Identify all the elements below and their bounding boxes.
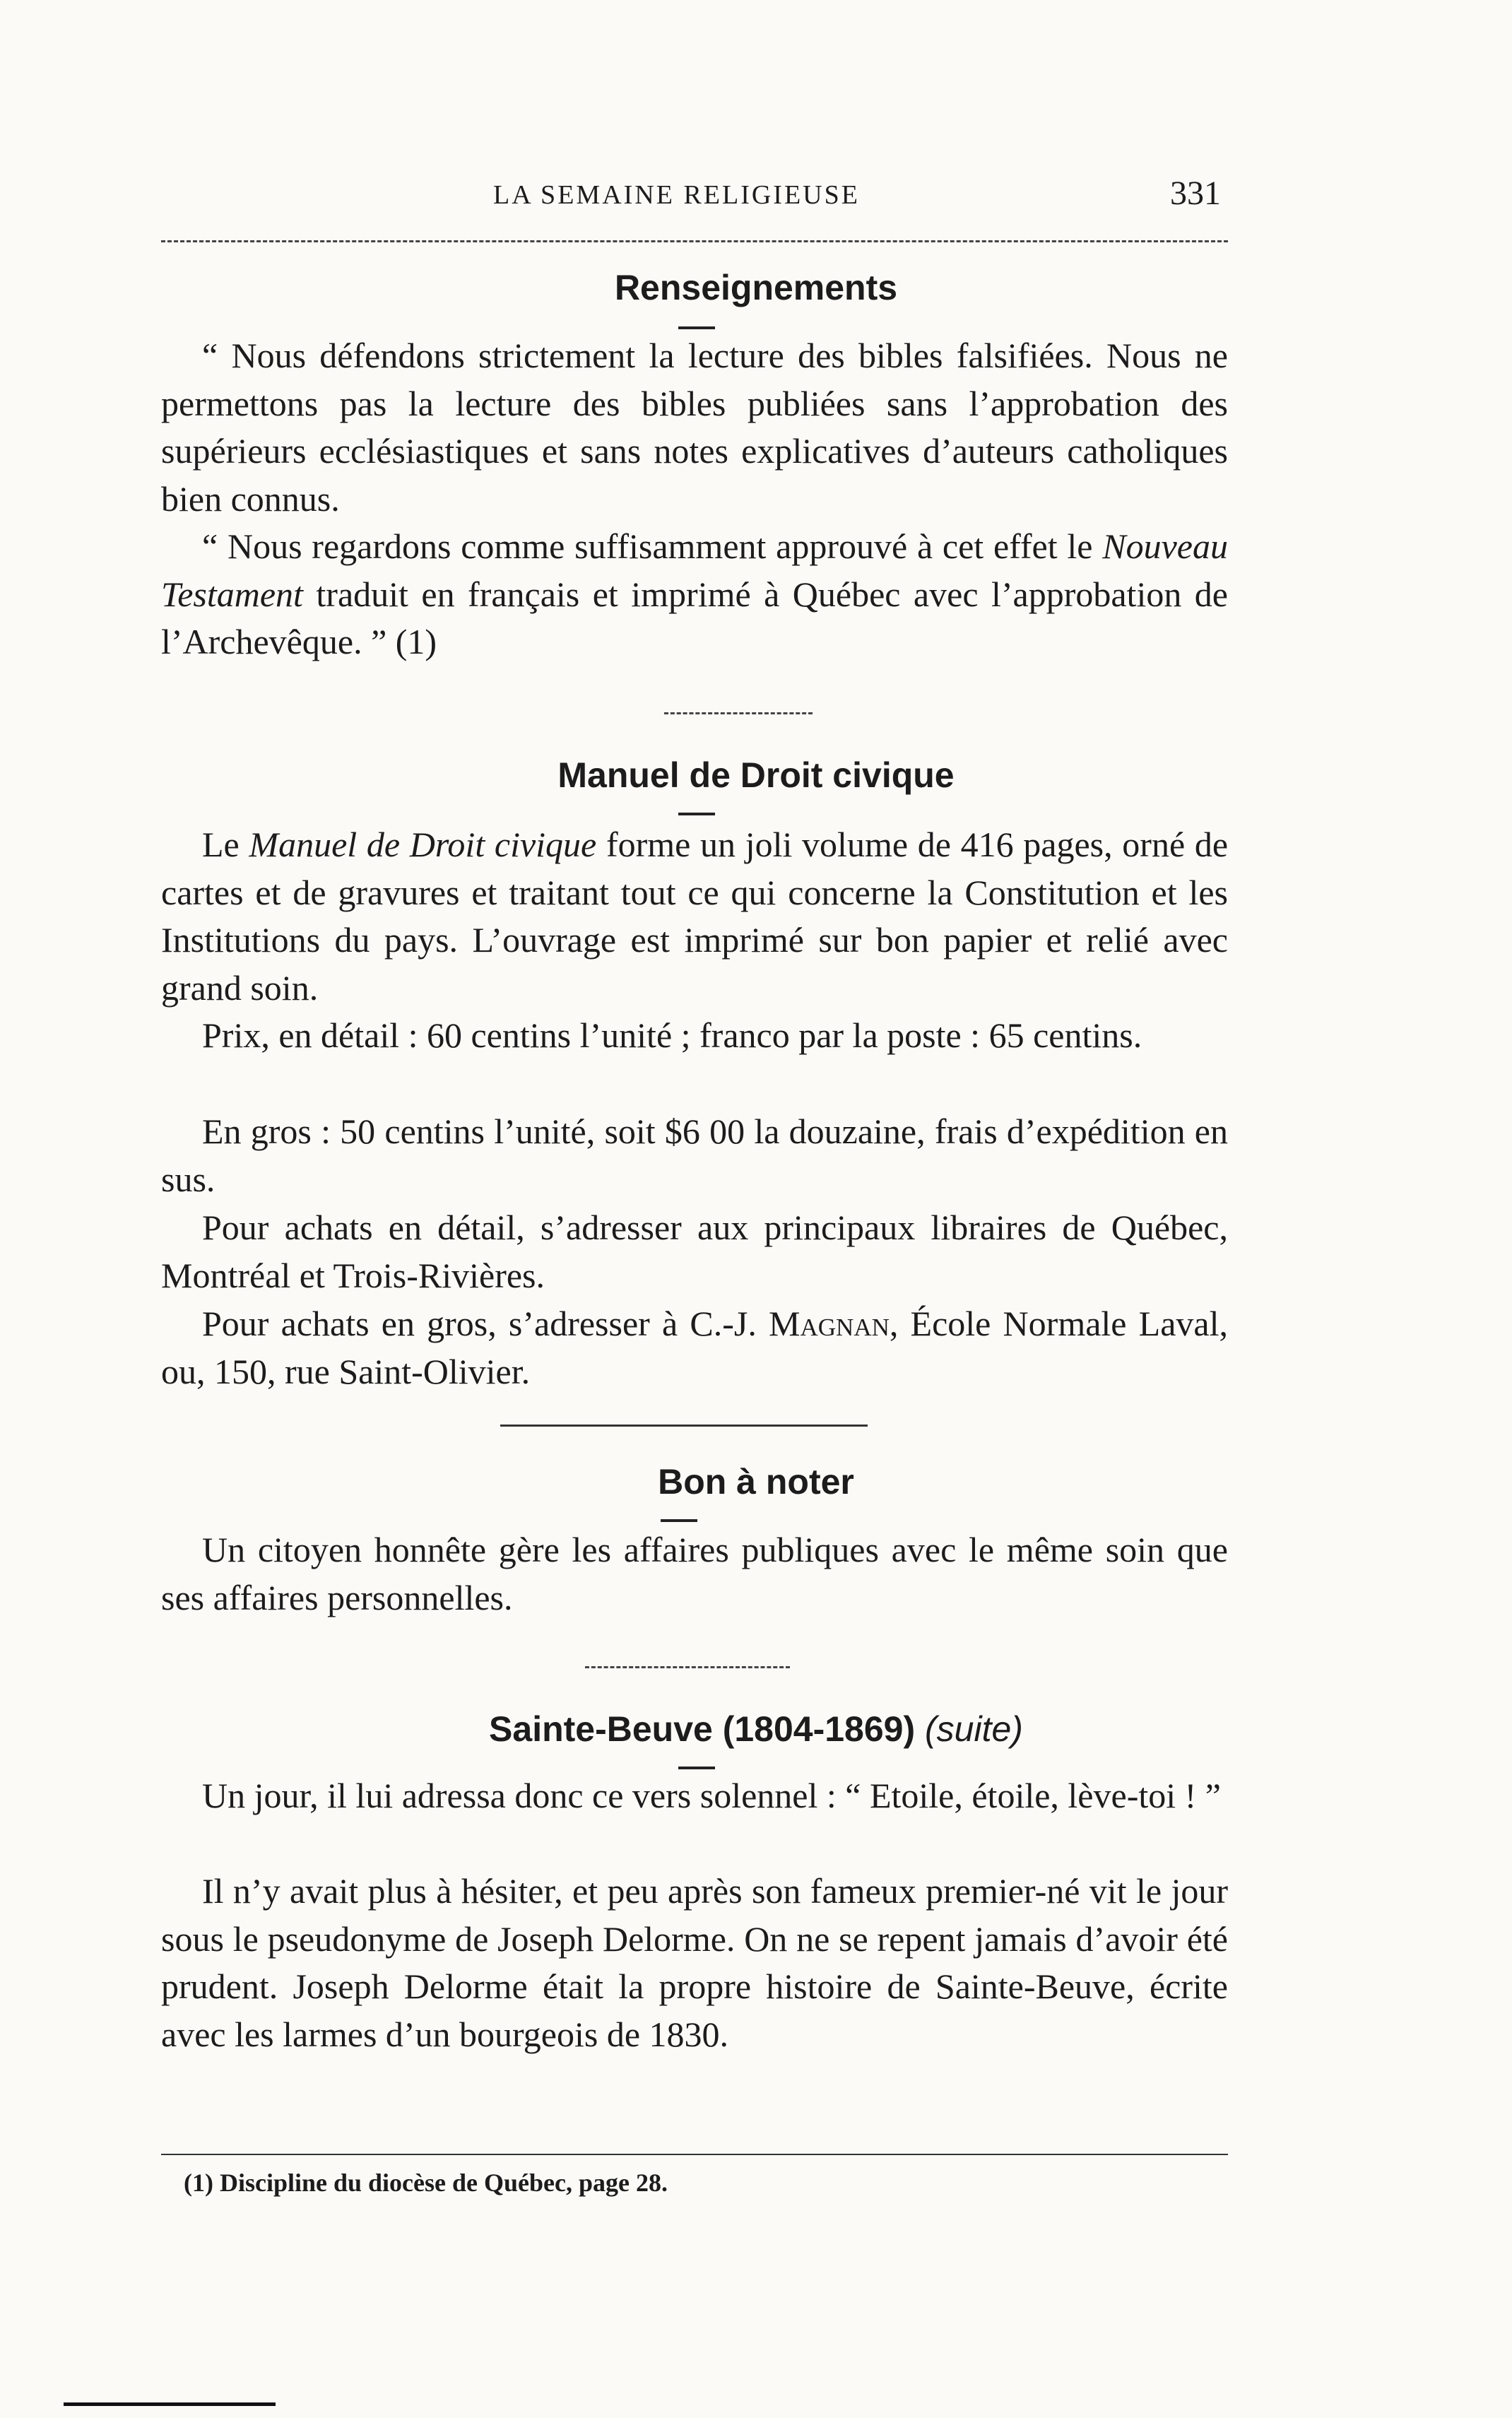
paragraph: Prix, en détail : 60 centins l’unité ; franco par la poste : 65 centins. xyxy=(202,1015,1142,1055)
paragraph: Pour achats en gros, s’adresser à C.-J. Magnan, École Normale Laval, ou, 150, rue Saint-Olivier. xyxy=(161,1304,1228,1391)
running-head-title: LA SEMAINE RELIGIEUSE xyxy=(493,180,860,210)
section-separator xyxy=(585,1666,790,1668)
paragraph: Un jour, il lui adressa donc ce vers solennel : “ Etoile, étoile, lève-toi ! ” xyxy=(202,1776,1221,1815)
paragraph: Pour achats en détail, s’adresser aux principaux libraires de Québec, Montréal et Trois-Rivières. xyxy=(161,1208,1228,1295)
section-heading-manuel: Manuel de Droit civique xyxy=(557,755,955,795)
scan-mark xyxy=(64,2402,276,2406)
heading-dash xyxy=(678,326,715,329)
page-number: 331 xyxy=(1170,175,1221,212)
section-heading-sainte-beuve: Sainte-Beuve (1804-1869) (suite) xyxy=(489,1709,1023,1749)
section-heading-bon-a-noter: Bon à noter xyxy=(658,1462,854,1502)
header-rule xyxy=(161,240,1228,242)
heading-dash xyxy=(678,1767,715,1769)
book-title: Nouveau Testament xyxy=(161,526,1228,614)
running-head xyxy=(161,170,1221,219)
paragraph: En gros : 50 centins l’unité, soit $6 00 la douzaine, frais d’expédition en sus. xyxy=(161,1111,1228,1199)
book-title: Manuel de Droit civique xyxy=(249,825,597,864)
section-separator xyxy=(664,712,813,714)
paragraph: Un citoyen honnête gère les affaires publiques avec le même soin que ses affaires personnelles. xyxy=(161,1530,1228,1617)
section-heading-renseignements: Renseignements xyxy=(614,268,898,307)
person-name: Magnan xyxy=(769,1304,890,1343)
section-separator xyxy=(500,1425,868,1427)
paragraph: “ Nous défendons strictement la lecture des bibles falsifiées. Nous ne permettons pas la lecture des bibles publiées sans l’approbation des supérieurs ecclésiastiques et sans notes explicatives d’auteurs catholiques bien connus. xyxy=(161,336,1228,519)
paragraph: “ Nous regardons comme suffisamment approuvé à cet effet le Nouveau Testament traduit en français et imprimé à Québec avec l’approbation de l’Archevêque. ” (1) xyxy=(161,526,1228,661)
paragraph: Le Manuel de Droit civique forme un joli volume de 416 pages, orné de cartes et de gravures et traitant tout ce qui concerne la Constitution et les Institutions du pays. L’ouvrage est imprimé sur bon papier et relié avec grand soin. xyxy=(161,825,1229,1008)
footnote-rule xyxy=(161,2154,1228,2155)
footnote: (1) Discipline du diocèse de Québec, page 28. xyxy=(184,2169,668,2197)
paragraph: Il n’y avait plus à hésiter, et peu après son fameux premier-né vit le jour sous le pseudonyme de Joseph Delorme. On ne se repent jamais d’avoir été prudent. Joseph Delorme était la propre histoire de Sainte-Beuve, écrite avec les larmes d’un bourgeois de 1830. xyxy=(161,1871,1228,2054)
heading-dash xyxy=(661,1519,697,1522)
heading-dash xyxy=(678,813,715,815)
